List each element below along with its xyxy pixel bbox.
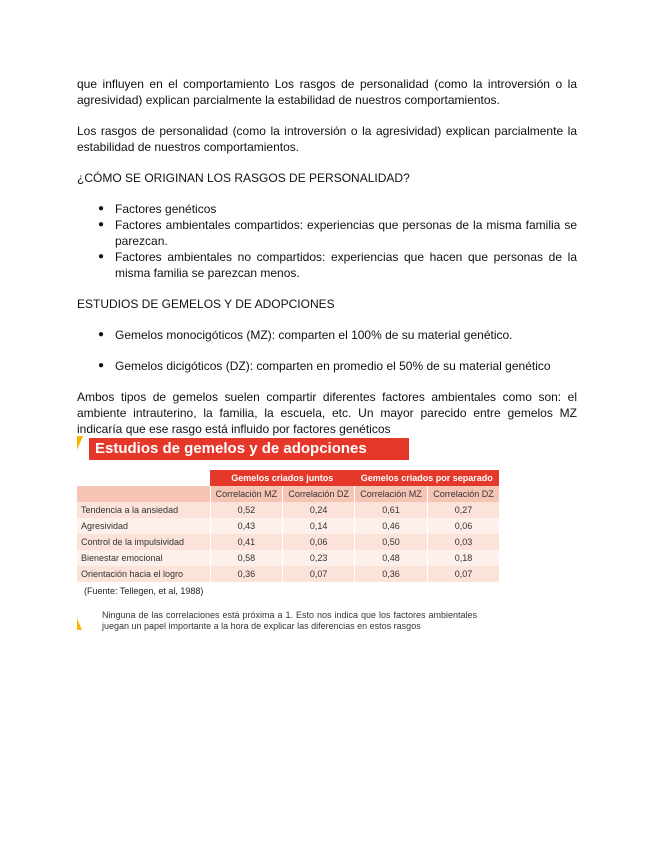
traits-paragraph: Los rasgos de personalidad (como la introversión o la agresividad) explican parcialmente la estabilidad de nuestros comportamientos. xyxy=(77,124,577,154)
origin-question-heading: ¿CÓMO SE ORIGINAN LOS RASGOS DE PERSONALIDAD? xyxy=(77,171,410,185)
column-header: Correlación DZ xyxy=(283,486,355,502)
bullet-icon: ● xyxy=(98,360,105,371)
figure-banner xyxy=(77,436,499,460)
intro-paragraph: que influyen en el comportamiento Los rasgos de personalidad (como la introversión o la agresividad) explican parcialmente la estabilidad de nuestros comportamientos. xyxy=(77,77,577,107)
list-item: ● Factores ambientales compartidos: experiencias que personas de la misma familia se parezcan. xyxy=(98,218,577,248)
column-header: Correlación MZ xyxy=(354,486,427,502)
origin-bullet-list xyxy=(77,201,577,281)
table-row: Orientación hacia el logro 0,36 0,07 0,36 0,07 xyxy=(77,566,499,582)
figure-source: (Fuente: Tellegen, et al, 1988) xyxy=(84,586,204,596)
list-item: ● Factores ambientales no compartidos: experiencias que hacen que personas de la misma familia se parezcan menos. xyxy=(98,250,577,280)
twin-bullet-list xyxy=(77,327,577,343)
group-header: Gemelos criados por separado xyxy=(354,470,499,486)
studies-heading: ESTUDIOS DE GEMELOS Y DE ADOPCIONES xyxy=(77,297,335,311)
twin-study-figure xyxy=(77,436,499,632)
table-row: Bienestar emocional 0,58 0,23 0,48 0,18 xyxy=(77,550,499,566)
bullet-icon: ● xyxy=(98,329,105,340)
document-body xyxy=(77,76,577,437)
twin-bullet-list-2 xyxy=(77,358,577,374)
flag-icon xyxy=(77,618,82,630)
list-item: ● Gemelos dicigóticos (DZ): comparten en promedio el 50% de su material genético xyxy=(98,359,551,373)
flag-icon xyxy=(77,436,83,450)
bullet-icon: ● xyxy=(98,203,105,214)
bullet-icon: ● xyxy=(98,251,105,262)
figure-note: Ninguna de las correlaciones está próxima a 1. Esto nos indica que los factores ambientales juegan un papel importante a la hora de explicar las diferencias en estos rasgos xyxy=(77,610,477,632)
list-item: ● Gemelos monocigóticos (MZ): comparten el 100% de su material genético. xyxy=(98,328,513,342)
table-row: Tendencia a la ansiedad 0,52 0,24 0,61 0,27 xyxy=(77,502,499,518)
list-item: ● Factores genéticos xyxy=(98,202,217,216)
column-header: Correlación MZ xyxy=(210,486,283,502)
figure-title: Estudios de gemelos y de adopciones xyxy=(89,438,409,460)
column-header: Correlación DZ xyxy=(428,486,500,502)
correlation-table xyxy=(77,470,499,582)
table-row: Control de la impulsividad 0,41 0,06 0,50 0,03 xyxy=(77,534,499,550)
closing-paragraph: Ambos tipos de gemelos suelen compartir diferentes factores ambientales como son: el ambiente intrauterino, la familia, la escuela, etc. Un mayor parecido entre gemelos MZ indicaría que ese rasgo está influido por factores genéticos xyxy=(77,390,577,436)
table-row: Agresividad 0,43 0,14 0,46 0,06 xyxy=(77,518,499,534)
group-header: Gemelos criados juntos xyxy=(210,470,354,486)
bullet-icon: ● xyxy=(98,219,105,230)
